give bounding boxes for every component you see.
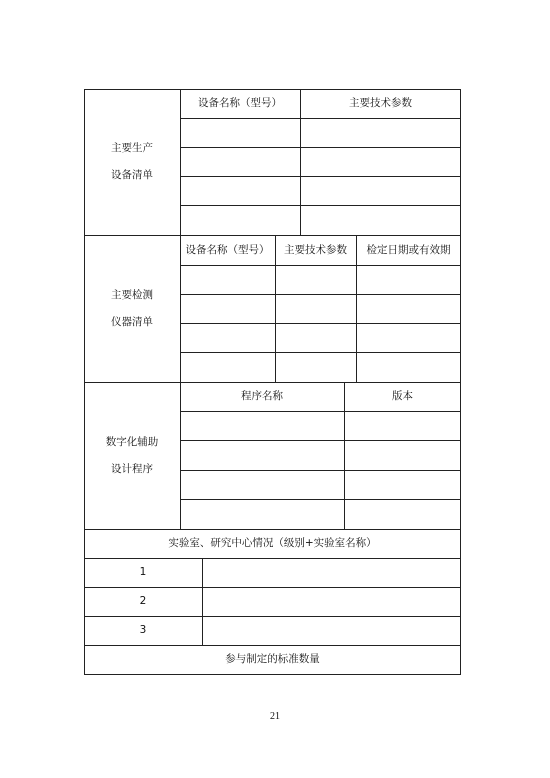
- divider: [180, 294, 461, 295]
- divider: [180, 118, 461, 119]
- lab-row-value: [202, 587, 461, 616]
- lab-row-value: [202, 558, 461, 587]
- section-label-line: 数字化辅助: [105, 435, 159, 448]
- divider: [180, 265, 461, 266]
- section-label-line: 主要检测: [111, 288, 153, 301]
- divider: [180, 411, 461, 412]
- column-header-device-name: 设备名称（型号）: [185, 243, 270, 256]
- standards-count-label: 参与制定的标准数量: [225, 653, 320, 666]
- divider: [180, 147, 461, 148]
- column-header-device-name: 设备名称（型号）: [198, 97, 282, 110]
- lab-row-number: 2: [139, 595, 147, 608]
- divider: [180, 323, 461, 324]
- column-header-calibration-date: 检定日期或有效期: [366, 243, 451, 256]
- divider: [180, 470, 461, 471]
- border-bottom: [84, 674, 461, 675]
- divider: [180, 440, 461, 441]
- label-column-divider: [180, 89, 181, 529]
- section-label-line: 主要生产: [111, 142, 153, 155]
- section-label-inspection: [84, 235, 180, 382]
- divider: [180, 352, 461, 353]
- column-header-program-name: 程序名称: [241, 390, 283, 403]
- section-label-line: 设备清单: [111, 169, 153, 181]
- divider: [180, 499, 461, 500]
- lab-row-number: 3: [139, 624, 147, 637]
- column-header-tech-params: 主要技术参数: [349, 97, 412, 110]
- column-header-version: 版本: [392, 390, 413, 403]
- page-number: 21: [270, 711, 280, 722]
- section-label-line: 仪器清单: [111, 315, 153, 328]
- form-table: [84, 89, 461, 675]
- section-label-line: 设计程序: [111, 462, 153, 475]
- column-header-tech-params: 主要技术参数: [284, 243, 347, 256]
- divider: [180, 205, 461, 206]
- section-label-software: [84, 382, 180, 529]
- section-label-production: [84, 89, 180, 235]
- lab-row-number: 1: [139, 566, 147, 579]
- lab-row-value: [202, 616, 461, 645]
- divider: [180, 176, 461, 177]
- lab-section-heading: 实验室、研究中心情况（级别+实验室名称）: [168, 537, 377, 550]
